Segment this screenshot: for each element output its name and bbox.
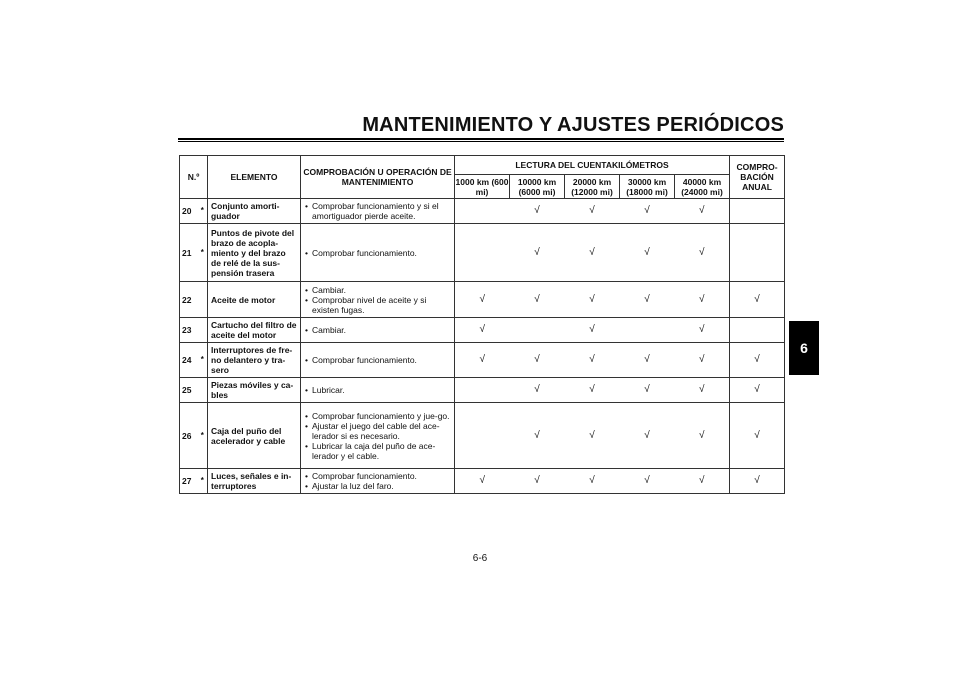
check-cell-km-1 (455, 224, 510, 282)
check-cell-km-4: √ (620, 403, 675, 469)
row-element: Interruptores de fre-no delantero y tra-sero (208, 343, 301, 378)
row-element: Piezas móviles y ca-bles (208, 378, 301, 403)
check-cell-km-2: √ (510, 403, 565, 469)
operation-item: • Cambiar. (304, 325, 451, 335)
check-cell-km-3: √ (565, 282, 620, 318)
check-cell-km-3: √ (565, 224, 620, 282)
header-operation: COMPROBACIÓN U OPERACIÓN DE MANTENIMIENTO (301, 156, 455, 199)
row-operation (301, 378, 455, 403)
check-cell-km-3: √ (565, 199, 620, 224)
operation-item: • Comprobar funcionamiento. (304, 471, 451, 481)
operation-item: • Comprobar funcionamiento y si el amortiguador pierde aceite. (304, 201, 451, 221)
row-operation (301, 199, 455, 224)
row-operation (301, 343, 455, 378)
row-number: 22 (180, 282, 198, 318)
check-cell-km-1 (455, 378, 510, 403)
check-cell-km-1: √ (455, 282, 510, 318)
dealer-service-mark: * (198, 343, 208, 378)
row-element: Aceite de motor (208, 282, 301, 318)
dealer-service-mark: * (198, 224, 208, 282)
operation-item: • Lubricar la caja del puño de ace-lerador y el cable. (304, 441, 451, 461)
check-cell-km-1 (455, 403, 510, 469)
check-cell-km-5: √ (675, 224, 730, 282)
dealer-service-mark (198, 282, 208, 318)
check-cell-annual (730, 199, 785, 224)
header-km-1: 1000 km (600 mi) (455, 176, 509, 197)
row-number: 24 (180, 343, 198, 378)
header-num: N.º (180, 156, 208, 199)
header-km-2: 10000 km (6000 mi) (510, 175, 565, 199)
table-row (180, 469, 785, 494)
operation-item: • Ajustar la luz del faro. (304, 481, 451, 491)
operation-item: • Comprobar funcionamiento. (304, 248, 451, 258)
check-cell-km-2: √ (510, 282, 565, 318)
row-operation (301, 469, 455, 494)
row-element: Puntos de pivote del brazo de acopla-miento y del brazo de relé de la sus-pensión trasera (208, 224, 301, 282)
dealer-service-mark: * (198, 469, 208, 494)
operation-item: • Cambiar. (304, 285, 451, 295)
check-cell-km-3: √ (565, 469, 620, 494)
table-row (180, 318, 785, 343)
operation-item: • Lubricar. (304, 385, 451, 395)
check-cell-annual: √ (730, 378, 785, 403)
check-cell-km-5: √ (675, 378, 730, 403)
operation-item: • Ajustar el juego del cable del ace-lerador si es necesario. (304, 421, 451, 441)
check-cell-km-5: √ (675, 282, 730, 318)
check-cell-km-3: √ (565, 403, 620, 469)
row-number: 27 (180, 469, 198, 494)
row-operation (301, 318, 455, 343)
check-cell-km-3: √ (565, 343, 620, 378)
header-annual: COMPRO-BACIÓN ANUAL (730, 156, 785, 199)
check-cell-km-4 (620, 318, 675, 343)
check-cell-km-4: √ (620, 282, 675, 318)
check-cell-km-5: √ (675, 343, 730, 378)
table-row (180, 282, 785, 318)
header-km-3: 20000 km (12000 mi) (565, 175, 620, 199)
dealer-service-mark (198, 378, 208, 403)
check-cell-km-2 (510, 318, 565, 343)
page-title: MANTENIMIENTO Y AJUSTES PERIÓDICOS (362, 114, 784, 136)
check-cell-km-4: √ (620, 378, 675, 403)
table-row (180, 403, 785, 469)
row-element: Conjunto amorti-guador (208, 199, 301, 224)
check-cell-annual: √ (730, 403, 785, 469)
row-element: Luces, señales e in-terruptores (208, 469, 301, 494)
row-number: 26 (180, 403, 198, 469)
check-cell-annual: √ (730, 469, 785, 494)
check-cell-km-4: √ (620, 469, 675, 494)
header-km-5: 40000 km (24000 mi) (675, 175, 730, 199)
operation-item: • Comprobar nivel de aceite y si existen fugas. (304, 295, 451, 315)
row-element: Cartucho del filtro de aceite del motor (208, 318, 301, 343)
row-number: 20 (180, 199, 198, 224)
row-number: 23 (180, 318, 198, 343)
check-cell-km-1 (455, 199, 510, 224)
check-cell-km-5: √ (675, 318, 730, 343)
check-cell-km-4: √ (620, 343, 675, 378)
page-number: 6-6 (472, 553, 488, 564)
check-cell-km-2: √ (510, 199, 565, 224)
row-element: Caja del puño del acelerador y cable (208, 403, 301, 469)
row-operation (301, 282, 455, 318)
dealer-service-mark: * (198, 403, 208, 469)
header-odometer: LECTURA DEL CUENTAKILÓMETROS (455, 156, 730, 175)
table-row (180, 343, 785, 378)
header-km-4: 30000 km (18000 mi) (620, 175, 675, 199)
operation-item: • Comprobar funcionamiento. (304, 355, 451, 365)
table-row (180, 378, 785, 403)
table-row (180, 224, 785, 282)
check-cell-km-4: √ (620, 199, 675, 224)
row-number: 21 (180, 224, 198, 282)
check-cell-km-4: √ (620, 224, 675, 282)
dealer-service-mark: * (198, 199, 208, 224)
check-cell-km-1: √ (455, 343, 510, 378)
check-cell-km-5: √ (675, 403, 730, 469)
check-cell-annual: √ (730, 282, 785, 318)
check-cell-km-2: √ (510, 343, 565, 378)
title-rule (178, 138, 784, 140)
title-rule-thin (178, 141, 784, 142)
check-cell-km-3: √ (565, 318, 620, 343)
maintenance-table (179, 155, 785, 494)
check-cell-km-5: √ (675, 469, 730, 494)
check-cell-km-3: √ (565, 378, 620, 403)
row-operation (301, 403, 455, 469)
check-cell-annual: √ (730, 343, 785, 378)
check-cell-km-2: √ (510, 469, 565, 494)
operation-item: • Comprobar funcionamiento y jue-go. (304, 411, 451, 421)
check-cell-km-2: √ (510, 224, 565, 282)
table-row (180, 199, 785, 224)
header-element: ELEMENTO (208, 156, 301, 199)
check-cell-annual (730, 318, 785, 343)
row-number: 25 (180, 378, 198, 403)
check-cell-km-5: √ (675, 199, 730, 224)
chapter-tab: 6 (789, 321, 819, 375)
check-cell-annual (730, 224, 785, 282)
dealer-service-mark (198, 318, 208, 343)
check-cell-km-1: √ (455, 469, 510, 494)
check-cell-km-2: √ (510, 378, 565, 403)
check-cell-km-1: √ (455, 318, 510, 343)
row-operation (301, 224, 455, 282)
